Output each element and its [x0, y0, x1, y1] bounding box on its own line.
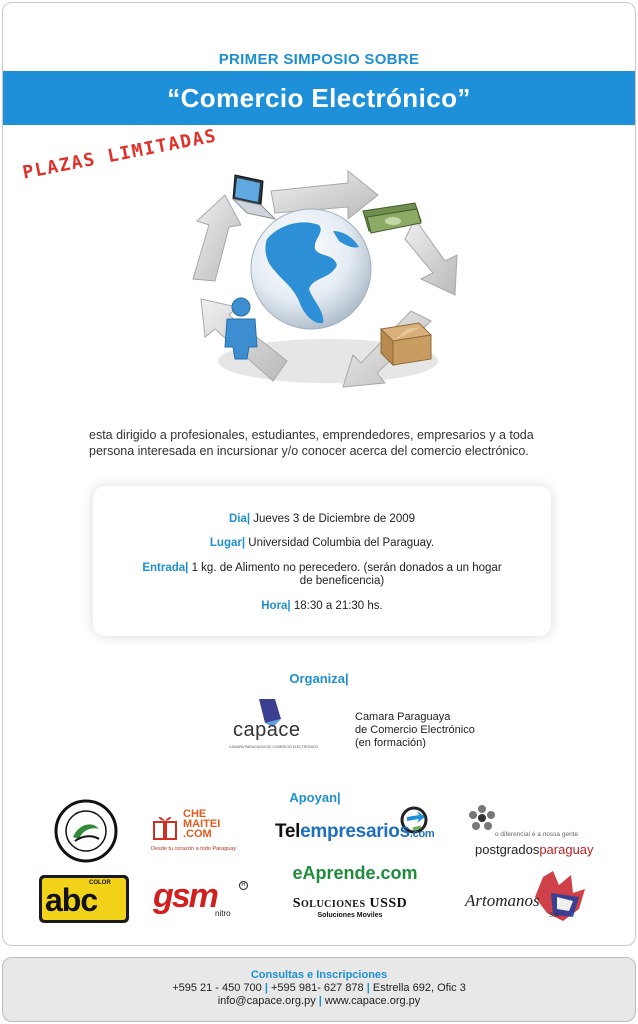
contact-footer — [2, 957, 636, 1022]
chemaitei-line-3: .COM — [183, 828, 212, 840]
footer-separator: | — [366, 982, 370, 994]
footer-web-link[interactable]: www.capace.org.py — [324, 995, 421, 1007]
capace-tagline: CAMARA PARAGUAYA DE COMERCIO ELECTRONICO — [229, 745, 318, 749]
hora-row — [93, 600, 551, 613]
entrada-row — [93, 562, 551, 575]
intro-text: esta dirigido a profesionales, estudiantes, emprendedores, empresarios y a toda persona interesada en incursionar y/o conocer acerca del comercio electrónico. — [89, 428, 534, 458]
organizer-description — [355, 711, 475, 750]
telempresarios-dotcom: .com — [409, 828, 435, 840]
flower-emblem-icon — [467, 803, 497, 833]
lugar-label: Lugar| — [209, 537, 246, 549]
abc-wordmark: abc — [45, 882, 98, 918]
dia-value: Jueves 3 de Diciembre de 2009 — [253, 513, 416, 525]
postgrados-tagline: o diferencial é a nossa gente — [495, 831, 579, 838]
plazas-limitadas-stamp: PLAZAS LIMITADAS — [21, 125, 219, 184]
laptop-icon — [233, 175, 275, 219]
organizer-line-1: Camara Paraguaya — [355, 711, 451, 723]
telempresarios-name: empresarios — [300, 821, 410, 842]
dia-label: Dia| — [228, 513, 251, 525]
lugar-row — [93, 537, 551, 550]
chemaitei-line-2: MAITEI — [183, 818, 221, 830]
chemaitei-line-1: CHE — [183, 808, 207, 820]
apoyan-heading: Apoyan| — [289, 790, 341, 805]
footer-address: Estrella 692, Ofic 3 — [372, 982, 466, 994]
footer-contact-line — [3, 982, 635, 995]
footer-separator: | — [318, 995, 322, 1007]
entrada-value-line2: de beneficencia) — [299, 575, 385, 587]
postgrados-word: postgrados — [475, 842, 540, 857]
hora-value: 18:30 a 21:30 hs. — [293, 600, 383, 612]
postgrados-paraguay: paraguay — [539, 842, 594, 857]
globe-icon — [251, 209, 371, 329]
sponsor-telempresarios — [275, 801, 435, 847]
capace-logo — [229, 697, 321, 755]
sponsor-postgradosparaguay — [465, 801, 605, 861]
organiza-heading: Organiza| — [289, 671, 349, 686]
box-icon — [381, 323, 431, 365]
entrada-value-line1: 1 kg. de Alimento no perecedero. (serán donados a un hogar — [191, 562, 502, 574]
sponsor-gsm-nitro — [153, 879, 253, 923]
footer-email-link[interactable]: info@capace.org.py — [217, 995, 316, 1007]
sponsor-eaprende: eAprende.com — [292, 863, 418, 883]
abc-color-label: COLOR — [89, 880, 111, 886]
sponsor-abc-color — [39, 875, 129, 923]
entrada-row-continued — [93, 575, 551, 588]
telempresarios-tel: Tel — [275, 821, 301, 842]
footer-phone-2: +595 981- 627 878 — [271, 982, 364, 994]
organizer-line-2: de Comercio Electrónico — [355, 724, 475, 736]
entrada-label: Entrada| — [142, 562, 189, 574]
artomanos-wordmark: Artomanos — [465, 891, 540, 910]
columbia-seal-icon — [53, 799, 119, 863]
artomanos-sa: S.A. — [549, 913, 561, 919]
gsm-wordmark: gsm — [153, 877, 217, 915]
gift-icon — [151, 811, 179, 841]
sponsor-soluciones-ussd — [277, 896, 423, 919]
chemaitei-tagline: Desde tu corazón a todo Paraguay — [151, 846, 237, 852]
title-banner: “Comercio Electrónico” — [3, 71, 635, 125]
ecommerce-cycle-illustration — [163, 161, 483, 401]
event-details-box — [93, 486, 551, 636]
sponsor-universidad-columbia — [53, 799, 119, 863]
capace-wordmark: capace — [233, 719, 301, 741]
organizer-line-3: (en formación) — [355, 737, 426, 749]
sponsor-chemaitei — [151, 809, 261, 857]
soluciones-wordmark: Soluciones USSD — [292, 896, 408, 911]
pre-title: PRIMER SIMPOSIO SOBRE — [218, 51, 420, 68]
registered-icon: R — [239, 881, 248, 890]
hora-label: Hora| — [261, 600, 291, 612]
sponsor-artomanos — [465, 867, 595, 927]
footer-title: Consultas e Inscripciones — [250, 969, 388, 981]
footer-separator: | — [264, 982, 268, 994]
gsm-nitro-label: nitro — [215, 909, 231, 918]
lugar-value: Universidad Columbia del Paraguay. — [248, 537, 435, 549]
dia-row — [93, 513, 551, 526]
footer-phone-1: +595 21 - 450 700 — [172, 982, 262, 994]
footer-web-line — [3, 995, 635, 1008]
soluciones-subtitle: Soluciones Moviles — [317, 912, 383, 919]
flyer-card — [2, 2, 636, 946]
